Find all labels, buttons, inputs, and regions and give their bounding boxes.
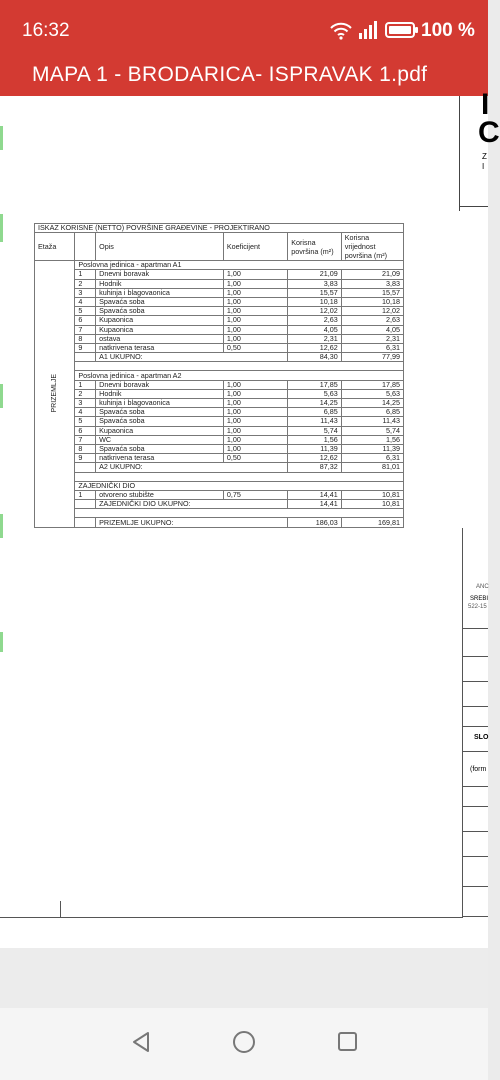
row-vrijednost: 2,31 xyxy=(341,334,403,343)
row-opis: Spavaća soba xyxy=(96,417,224,426)
spacer-cell xyxy=(75,362,404,371)
row-povrsina: 3,83 xyxy=(288,279,341,288)
row-povrsina: 11,39 xyxy=(288,444,341,453)
title-text: (form xyxy=(470,766,487,773)
row-number: 2 xyxy=(75,279,96,288)
row-koeficijent: 1,00 xyxy=(223,316,287,325)
row-number: 6 xyxy=(75,316,96,325)
title-letter: I xyxy=(481,88,490,121)
table-row xyxy=(35,316,404,325)
section-name: Poslovna jedinica - apartman A1 xyxy=(75,261,404,270)
row-povrsina: 17,85 xyxy=(288,380,341,389)
row-number: 8 xyxy=(75,444,96,453)
title-block-line xyxy=(462,706,488,707)
row-vrijednost: 5,74 xyxy=(341,426,403,435)
row-number: 4 xyxy=(75,408,96,417)
section-total-povrsina: 87,32 xyxy=(288,463,341,472)
grand-total-vrijednost: 169,81 xyxy=(341,518,403,527)
section-name: ZAJEDNIČKI DIO xyxy=(75,481,404,490)
spacer-cell xyxy=(75,509,404,518)
row-number: 3 xyxy=(75,288,96,297)
row-vrijednost: 11,39 xyxy=(341,444,403,453)
row-vrijednost: 10,18 xyxy=(341,297,403,306)
pdf-page[interactable] xyxy=(0,88,500,948)
row-number: 1 xyxy=(75,270,96,279)
row-vrijednost: 21,09 xyxy=(341,270,403,279)
row-vrijednost: 4,05 xyxy=(341,325,403,334)
row-opis: ostava xyxy=(96,334,224,343)
section-header-row xyxy=(35,481,404,490)
row-povrsina: 2,63 xyxy=(288,316,341,325)
wifi-icon xyxy=(330,22,352,45)
row-opis: Spavaća soba xyxy=(96,307,224,316)
signal-icon xyxy=(359,21,379,44)
empty-cell xyxy=(75,463,96,472)
table-row xyxy=(35,380,404,389)
row-koeficijent: 1,00 xyxy=(223,334,287,343)
grand-total-label: PRIZEMLJE UKUPNO: xyxy=(96,518,288,527)
title-block-line xyxy=(462,528,463,918)
title-block-line xyxy=(459,96,460,211)
row-number: 6 xyxy=(75,426,96,435)
row-opis: kuhinja i blagovaonica xyxy=(96,399,224,408)
row-koeficijent: 1,00 xyxy=(223,288,287,297)
table-row xyxy=(35,288,404,297)
row-number: 1 xyxy=(75,490,96,499)
row-povrsina: 15,57 xyxy=(288,288,341,297)
header-opis: Opis xyxy=(96,233,224,261)
title-text: ANC xyxy=(476,584,489,590)
table-row xyxy=(35,444,404,453)
spacer-row xyxy=(35,472,404,481)
row-vrijednost: 10,81 xyxy=(341,490,403,499)
row-opis: Spavaća soba xyxy=(96,408,224,417)
battery-icon xyxy=(385,22,419,43)
row-vrijednost: 1,56 xyxy=(341,435,403,444)
row-povrsina: 2,31 xyxy=(288,334,341,343)
row-opis: Dnevni boravak xyxy=(96,270,224,279)
title-text: Z xyxy=(482,152,487,161)
home-icon[interactable] xyxy=(232,1030,256,1059)
table-row xyxy=(35,334,404,343)
row-koeficijent: 1,00 xyxy=(223,307,287,316)
row-number: 8 xyxy=(75,334,96,343)
title-text: I xyxy=(482,162,485,171)
area-table xyxy=(34,223,404,528)
row-vrijednost: 17,85 xyxy=(341,380,403,389)
row-vrijednost: 15,57 xyxy=(341,288,403,297)
title-block-line xyxy=(462,681,488,682)
row-opis: Spavaća soba xyxy=(96,297,224,306)
frame-line xyxy=(0,917,462,918)
section-total-vrijednost: 10,81 xyxy=(341,500,403,509)
title-letter: C xyxy=(478,116,500,149)
row-number: 2 xyxy=(75,389,96,398)
row-koeficijent: 1,00 xyxy=(223,270,287,279)
row-koeficijent: 1,00 xyxy=(223,297,287,306)
row-opis: Hodnik xyxy=(96,279,224,288)
row-koeficijent: 0,50 xyxy=(223,454,287,463)
row-povrsina: 14,25 xyxy=(288,399,341,408)
empty-cell xyxy=(75,353,96,362)
drawing-marker xyxy=(0,632,3,652)
row-koeficijent: 1,00 xyxy=(223,325,287,334)
row-povrsina: 11,43 xyxy=(288,417,341,426)
row-povrsina: 5,74 xyxy=(288,426,341,435)
table-row xyxy=(35,399,404,408)
header-korisna-vrijednost: Korisna vrijednost površina (m²) xyxy=(341,233,403,261)
row-vrijednost: 14,25 xyxy=(341,399,403,408)
empty-cell xyxy=(75,518,96,527)
row-opis: natkrivena terasa xyxy=(96,343,224,352)
back-icon[interactable] xyxy=(130,1030,152,1059)
row-number: 9 xyxy=(75,343,96,352)
header-num xyxy=(75,233,96,261)
row-opis: Hodnik xyxy=(96,389,224,398)
row-povrsina: 21,09 xyxy=(288,270,341,279)
table-row xyxy=(35,426,404,435)
row-povrsina: 1,56 xyxy=(288,435,341,444)
row-vrijednost: 6,31 xyxy=(341,343,403,352)
viewer-background xyxy=(0,948,488,1008)
title-text: SREBI xyxy=(470,596,489,602)
row-vrijednost: 5,63 xyxy=(341,389,403,398)
frame-line xyxy=(60,901,61,918)
section-total-povrsina: 14,41 xyxy=(288,500,341,509)
row-koeficijent: 1,00 xyxy=(223,417,287,426)
title-block-line xyxy=(462,916,488,917)
table-row xyxy=(35,325,404,334)
grand-total-row xyxy=(35,518,404,527)
etaza-label: PRIZEMLJE xyxy=(50,373,58,413)
grand-total-povrsina: 186,03 xyxy=(288,518,341,527)
row-koeficijent: 1,00 xyxy=(223,279,287,288)
spacer-cell xyxy=(75,472,404,481)
row-koeficijent: 1,00 xyxy=(223,380,287,389)
header-etaza: Etaža xyxy=(35,233,75,261)
row-vrijednost: 12,02 xyxy=(341,307,403,316)
row-koeficijent: 1,00 xyxy=(223,408,287,417)
title-text: 522-15 xyxy=(468,604,487,610)
status-time: 16:32 xyxy=(22,20,70,41)
row-koeficijent: 1,00 xyxy=(223,389,287,398)
title-block-line xyxy=(462,656,488,657)
spacer-row xyxy=(35,362,404,371)
row-opis: Kupaonica xyxy=(96,316,224,325)
row-number: 3 xyxy=(75,399,96,408)
row-povrsina: 12,62 xyxy=(288,343,341,352)
title-block-line xyxy=(462,806,488,807)
row-opis: Kupaonica xyxy=(96,426,224,435)
navigation-bar xyxy=(0,1008,488,1080)
title-block-line xyxy=(462,751,488,752)
row-opis: natkrivena terasa xyxy=(96,454,224,463)
table-row xyxy=(35,343,404,352)
drawing-marker xyxy=(0,126,3,150)
header-korisna-povrsina: Korisna površina (m²) xyxy=(288,233,341,261)
row-koeficijent: 1,00 xyxy=(223,444,287,453)
row-povrsina: 4,05 xyxy=(288,325,341,334)
row-number: 1 xyxy=(75,380,96,389)
title-block-line xyxy=(462,786,488,787)
row-opis: Kupaonica xyxy=(96,325,224,334)
section-name: Poslovna jedinica - apartman A2 xyxy=(75,371,404,380)
title-block-line xyxy=(460,206,488,207)
status-bar xyxy=(0,0,488,58)
row-povrsina: 6,85 xyxy=(288,408,341,417)
title-block-line xyxy=(462,726,488,727)
section-total-vrijednost: 77,99 xyxy=(341,353,403,362)
row-opis: WC xyxy=(96,435,224,444)
row-povrsina: 12,62 xyxy=(288,454,341,463)
row-koeficijent: 0,50 xyxy=(223,343,287,352)
table-row xyxy=(35,279,404,288)
row-koeficijent: 1,00 xyxy=(223,435,287,444)
etaza-cell xyxy=(35,261,75,527)
title-block-line xyxy=(462,886,488,887)
row-koeficijent: 0,75 xyxy=(223,490,287,499)
row-vrijednost: 6,85 xyxy=(341,408,403,417)
table-row xyxy=(35,389,404,398)
title-block-line xyxy=(462,628,488,629)
row-vrijednost: 2,63 xyxy=(341,316,403,325)
section-total-vrijednost: 81,01 xyxy=(341,463,403,472)
section-total-row xyxy=(35,500,404,509)
row-vrijednost: 11,43 xyxy=(341,417,403,426)
empty-cell xyxy=(75,500,96,509)
table-row xyxy=(35,454,404,463)
spacer-row xyxy=(35,509,404,518)
row-koeficijent: 1,00 xyxy=(223,399,287,408)
row-povrsina: 14,41 xyxy=(288,490,341,499)
document-title: MAPA 1 - BRODARICA- ISPRAVAK 1.pdf xyxy=(32,63,428,86)
row-opis: kuhinja i blagovaonica xyxy=(96,288,224,297)
row-vrijednost: 6,31 xyxy=(341,454,403,463)
table-row xyxy=(35,297,404,306)
row-povrsina: 12,02 xyxy=(288,307,341,316)
section-total-label: A1 UKUPNO: xyxy=(96,353,288,362)
row-povrsina: 5,63 xyxy=(288,389,341,398)
table-row xyxy=(35,408,404,417)
table-title: ISKAZ KORISNE (NETTO) POVRŠINE GRAĐEVINE - PROJEKTIRANO xyxy=(35,224,404,233)
title-block-line xyxy=(462,831,488,832)
row-number: 9 xyxy=(75,454,96,463)
header-koeficijent: Koeficijent xyxy=(223,233,287,261)
row-opis: Spavaća soba xyxy=(96,444,224,453)
title-text: SLO xyxy=(474,734,489,741)
row-number: 4 xyxy=(75,297,96,306)
section-header-row xyxy=(35,261,404,270)
row-number: 7 xyxy=(75,435,96,444)
section-total-row xyxy=(35,463,404,472)
app-bar xyxy=(0,58,488,96)
section-total-label: A2 UKUPNO: xyxy=(96,463,288,472)
table-row xyxy=(35,435,404,444)
drawing-marker xyxy=(0,514,3,538)
section-total-row xyxy=(35,353,404,362)
section-header-row xyxy=(35,371,404,380)
table-row xyxy=(35,417,404,426)
row-opis: Dnevni boravak xyxy=(96,380,224,389)
recents-icon[interactable] xyxy=(337,1030,359,1059)
table-row xyxy=(35,270,404,279)
row-number: 7 xyxy=(75,325,96,334)
row-povrsina: 10,18 xyxy=(288,297,341,306)
table-row xyxy=(35,307,404,316)
title-block-line xyxy=(462,856,488,857)
row-koeficijent: 1,00 xyxy=(223,426,287,435)
row-number: 5 xyxy=(75,307,96,316)
drawing-marker xyxy=(0,384,3,408)
battery-percent: 100 % xyxy=(421,20,475,41)
row-opis: otvoreno stubište xyxy=(96,490,224,499)
table-row xyxy=(35,490,404,499)
section-total-label: ZAJEDNIČKI DIO UKUPNO: xyxy=(96,500,288,509)
drawing-marker xyxy=(0,214,3,242)
row-vrijednost: 3,83 xyxy=(341,279,403,288)
row-number: 5 xyxy=(75,417,96,426)
section-total-povrsina: 84,30 xyxy=(288,353,341,362)
